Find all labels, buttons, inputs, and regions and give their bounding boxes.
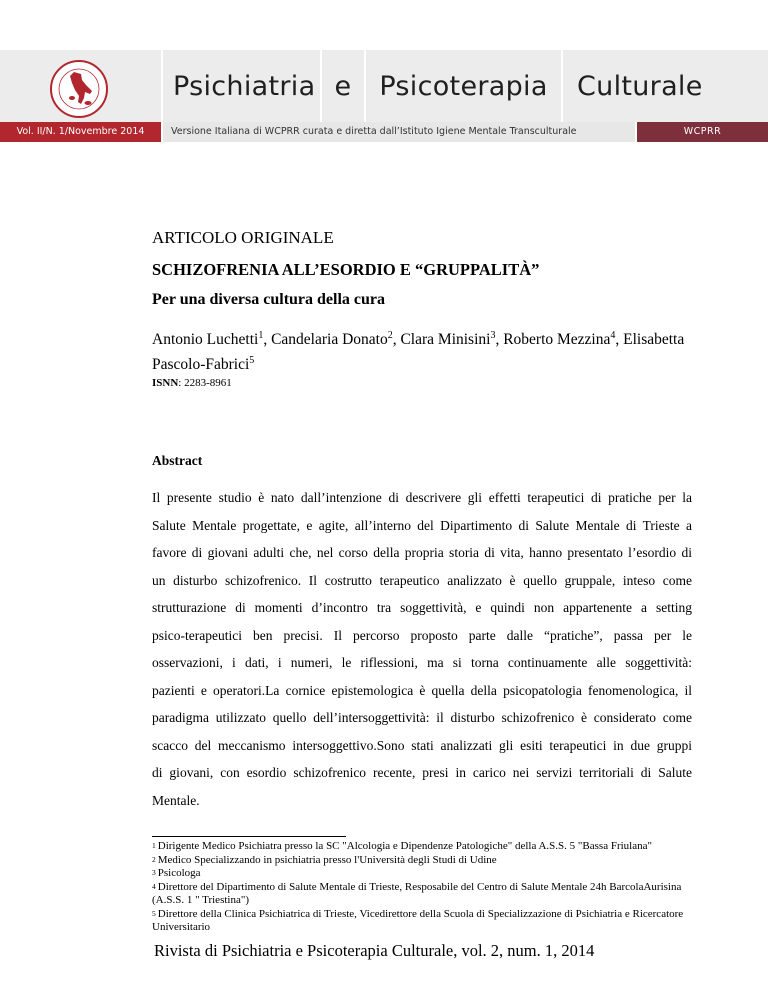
author-separator: ,: [263, 331, 272, 349]
author-footnote-ref: 2: [387, 330, 393, 341]
abstract-line: Mentale.: [152, 792, 200, 808]
author-separator: ,: [495, 331, 504, 349]
abstract-line: favore di giovani adulti che, nel corso della propria storia di vita, hanno presentato l’esordio di: [152, 545, 692, 560]
footnote: [152, 881, 712, 908]
abstract-line: strutturazione di momenti d’incontro tra soggettività, e quindi non appartenente a setting: [152, 600, 692, 615]
footnote-divider: [152, 836, 346, 837]
abstract-line: psico-terapeutici ben precisi. Il percorso proposto parte dalle “pratiche”, passa per le: [152, 627, 692, 643]
author-separator: ,: [392, 331, 401, 349]
author-footnote-ref: 1: [258, 330, 264, 341]
footnote-number: 2: [152, 854, 156, 864]
abstract-line: osservazioni, i dati, i numeri, le riflessioni, ma si torna continuamente alle soggettività:: [152, 655, 692, 670]
author-list: [152, 325, 712, 375]
abstract-line: pazienti e operatori.La cornice epistemologica è quella della psicopatologia fenomenologica, il: [152, 682, 692, 698]
footnote-text: Direttore della Clinica Psichiatrica di Trieste, Vicedirettore della Scuola di Specializzazione di Psichiatria e Ricercatore Universitario: [152, 907, 684, 933]
abstract-line: di giovani, con esordio schizofrenico recente, presi in carico nei servizi territoriali di Salute: [152, 765, 692, 780]
journal-title-word-3: Psicoterapia: [366, 50, 561, 122]
article-title: SCHIZOFRENIA ALL’ESORDIO E “GRUPPALITÀ”: [152, 260, 540, 279]
author-footnote-ref: 3: [490, 330, 496, 341]
footnote-number: 1: [152, 841, 156, 850]
journal-logo-icon: [48, 58, 110, 120]
author-name: Candelaria Donato: [271, 331, 388, 349]
footnote-number: 4: [152, 881, 156, 891]
issn: [152, 377, 232, 389]
journal-tagline: Versione Italiana di WCPRR curata e diretta dall’Istituto Igiene Mentale Transculturale: [163, 122, 635, 142]
abstract-line: scacco del meccanismo intersoggettivo.Sono stati analizzati gli esiti terapeutici in due gruppi: [152, 737, 692, 753]
footnote-text: Dirigente Medico Psichiatra presso la SC "Alcologia e Dipendenze Patologiche" della A.S.S. 5 "Bassa Friulana": [157, 840, 652, 852]
footnote-number: 3: [152, 868, 156, 877]
author-name: Elisabetta Pascolo-Fabrici: [152, 331, 685, 374]
abstract-heading: Abstract: [152, 453, 203, 468]
abstract-body: [152, 484, 692, 814]
author-separator: ,: [615, 331, 624, 349]
article-subtitle: Per una diversa cultura della cura: [152, 291, 386, 308]
issn-value: : 2283-8961: [178, 377, 232, 389]
abstract-line: un disturbo schizofrenico. Il costrutto terapeutico analizzato è quello gruppale, inteso come: [152, 572, 692, 588]
author-name: Roberto Mezzina: [503, 331, 611, 349]
author-footnote-ref: 4: [610, 330, 616, 341]
abstract-line: Il presente studio è nato dall’intenzione di descrivere gli effetti terapeutici di pratiche per la: [152, 490, 692, 505]
wcprr-badge: WCPRR: [637, 122, 768, 142]
journal-header: [0, 0, 768, 142]
author-name: Clara Minisini: [400, 331, 491, 349]
footnote-number: 5: [152, 908, 156, 918]
volume-info: Vol. II/N. 1/Novembre 2014: [0, 122, 161, 142]
journal-title-word-1: Psichiatria: [163, 50, 320, 122]
footnote-text: Psicologa: [157, 867, 201, 879]
issn-label: ISNN: [152, 377, 179, 389]
author-footnote-ref: 5: [249, 355, 255, 367]
journal-title-word-2: e: [322, 50, 364, 122]
author-name: Antonio Luchetti: [152, 331, 259, 349]
footnote: [152, 867, 712, 881]
article-type: ARTICOLO ORIGINALE: [152, 228, 334, 247]
abstract-line: paradigma utilizzato quello dell’intersoggettività: il disturbo schizofrenico è considerato come: [152, 710, 692, 725]
footnote: [152, 908, 712, 935]
footnote-text: Medico Specializzando in psichiatria presso l'Università degli Studi di Udine: [157, 853, 497, 866]
page-footer: Rivista di Psichiatria e Psicoterapia Culturale, vol. 2, num. 1, 2014: [154, 941, 595, 960]
footnote-text: Direttore del Dipartimento di Salute Mentale di Trieste, Resposabile del Centro di Salute Mentale 24h BarcolaAurisina (A.S.S. 1 " Triestina"): [152, 880, 682, 906]
journal-title-word-4: Culturale: [563, 50, 768, 122]
footnotes: [152, 840, 712, 935]
footnote: [152, 840, 712, 854]
footnote: [152, 854, 712, 868]
abstract-line: Salute Mentale progettate, e agite, all’interno del Dipartimento di Salute Mentale di Trieste a: [152, 517, 692, 533]
